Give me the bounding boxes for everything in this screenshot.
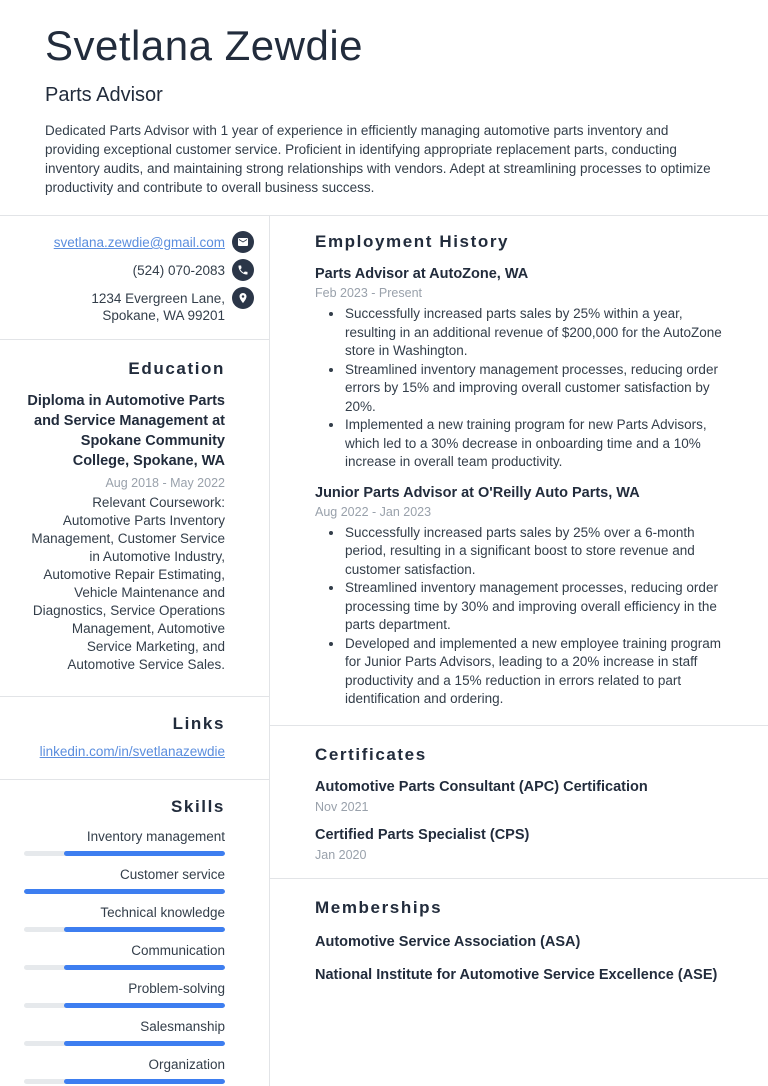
membership-entry: National Institute for Automotive Service Excellence (ASE) (315, 966, 718, 983)
location-icon (232, 287, 254, 309)
phone-number: (524) 070-2083 (132, 263, 225, 279)
certificate-entry (315, 777, 723, 814)
education-section (0, 339, 269, 696)
job-bullet: • Successfully increased parts sales by 25% over a 6-month period, resulting in a significant boost to store revenue and customer satisfaction. (344, 524, 723, 580)
skill-bar-track (24, 927, 225, 932)
job-entry (315, 264, 723, 472)
person-job-title: Parts Advisor (45, 84, 163, 107)
certificate-date: Jan 2020 (315, 847, 367, 862)
certificate-date: Nov 2021 (315, 799, 369, 814)
contact-section (0, 216, 269, 339)
skills-list (24, 828, 225, 1084)
education-degree: Diploma in Automotive Parts and Service Management at Spokane Community College, Spokane, WA (27, 393, 225, 470)
skills-section (0, 779, 269, 1086)
job-bullet-list (315, 524, 723, 709)
job-entry (315, 483, 723, 709)
profile-summary: Dedicated Parts Advisor with 1 year of experience in efficiently managing automotive parts inventory and providing exceptional customer service. Proficient in identifying appropriate replacement parts, conducting inventory audits, and maintaining strong relationships with vendors. Adept at streamlining processes to optimize productivity and contribute to overall business success. (45, 123, 711, 196)
main-column (270, 216, 768, 1086)
skill-label: Problem-solving (128, 981, 225, 997)
skill-bar-track (24, 889, 225, 894)
sidebar-column (0, 216, 270, 1086)
skill-bar-fill (64, 1041, 225, 1046)
certificate-title: Automotive Parts Consultant (APC) Certification (315, 778, 648, 795)
phone-icon (232, 259, 254, 281)
links-section (0, 696, 269, 779)
skill-item (24, 1056, 225, 1084)
skill-label: Communication (131, 943, 225, 959)
certificate-entry (315, 825, 723, 862)
employment-section (270, 216, 768, 725)
job-dates: Feb 2023 - Present (315, 286, 423, 301)
job-bullet: • Successfully increased parts sales by 25% within a year, resulting in an additional revenue of $200,000 for the AutoZone store in Washington. (344, 305, 723, 361)
skill-label: Salesmanship (140, 1019, 225, 1035)
job-bullet: • Implemented a new training program for new Parts Advisors, which led to a 30% decrease in onboarding time and a 10% increase in overall team productivity. (344, 416, 723, 472)
education-heading: Education (128, 359, 225, 379)
certificates-section (270, 725, 768, 878)
memberships-heading: Memberships (315, 897, 443, 917)
certificates-heading: Certificates (315, 744, 427, 764)
education-description: Relevant Coursework: Automotive Parts Inventory Management, Customer Service in Automotive Industry, Automotive Repair Estimating, Vehicle Maintenance and Diagnostics, Service Operations Management, Automotive Service Marketing, and Automotive Service Sales. (31, 495, 225, 673)
contact-row-address (25, 287, 254, 324)
skill-bar-track (24, 1041, 225, 1046)
skill-label: Inventory management (86, 829, 225, 845)
job-dates: Aug 2022 - Jan 2023 (315, 504, 432, 519)
employment-heading: Employment History (315, 232, 510, 252)
certificate-title: Certified Parts Specialist (CPS) (315, 826, 530, 843)
skill-label: Organization (148, 1057, 225, 1073)
job-bullet: • Developed and implemented a new employee training program for Junior Parts Advisors, leading to a 20% increase in staff productivity and a 15% reduction in errors related to part identification and ordering. (344, 635, 723, 709)
job-bullet: • Streamlined inventory management processes, reducing order errors by 15% and improving overall customer satisfaction by 20%. (344, 361, 723, 417)
skill-bar-track (24, 965, 225, 970)
skill-label: Customer service (119, 867, 225, 883)
skill-bar-track (24, 851, 225, 856)
linkedin-link[interactable]: linkedin.com/in/svetlanazewdie (39, 744, 225, 760)
skill-bar-fill (64, 1079, 225, 1084)
email-link[interactable]: svetlana.zewdie@gmail.com (53, 235, 225, 251)
memberships-list (315, 932, 723, 985)
contact-row-phone (25, 259, 254, 281)
job-bullet-list (315, 305, 723, 472)
skill-item (24, 866, 225, 894)
person-name: Svetlana Zewdie (45, 22, 364, 69)
skill-item (24, 1018, 225, 1046)
skill-label: Technical knowledge (100, 905, 225, 921)
skill-bar-track (24, 1003, 225, 1008)
mail-icon (232, 231, 254, 253)
certificates-list (315, 777, 723, 862)
resume-body (0, 215, 768, 1086)
membership-entry: Automotive Service Association (ASA) (315, 933, 581, 950)
skill-bar-fill (64, 851, 225, 856)
skill-bar-track (24, 1079, 225, 1084)
postal-address: 1234 Evergreen Lane, Spokane, WA 99201 (91, 291, 225, 324)
job-title: Junior Parts Advisor at O'Reilly Auto Parts, WA (315, 484, 640, 501)
skills-heading: Skills (170, 797, 225, 817)
resume-header (0, 0, 768, 215)
skill-item (24, 980, 225, 1008)
memberships-section (270, 878, 768, 1001)
contact-row-email (25, 231, 254, 253)
skill-bar-fill (24, 889, 225, 894)
skill-item (24, 942, 225, 970)
skill-bar-fill (64, 927, 225, 932)
skill-bar-fill (64, 965, 225, 970)
education-dates: Aug 2018 - May 2022 (105, 476, 225, 491)
skill-item (24, 828, 225, 856)
links-heading: Links (172, 714, 225, 734)
skill-bar-fill (64, 1003, 225, 1008)
job-title: Parts Advisor at AutoZone, WA (315, 266, 529, 283)
job-bullet: • Streamlined inventory management processes, reducing order processing time by 30% and improving overall efficiency in the parts department. (344, 579, 723, 635)
skill-item (24, 904, 225, 932)
